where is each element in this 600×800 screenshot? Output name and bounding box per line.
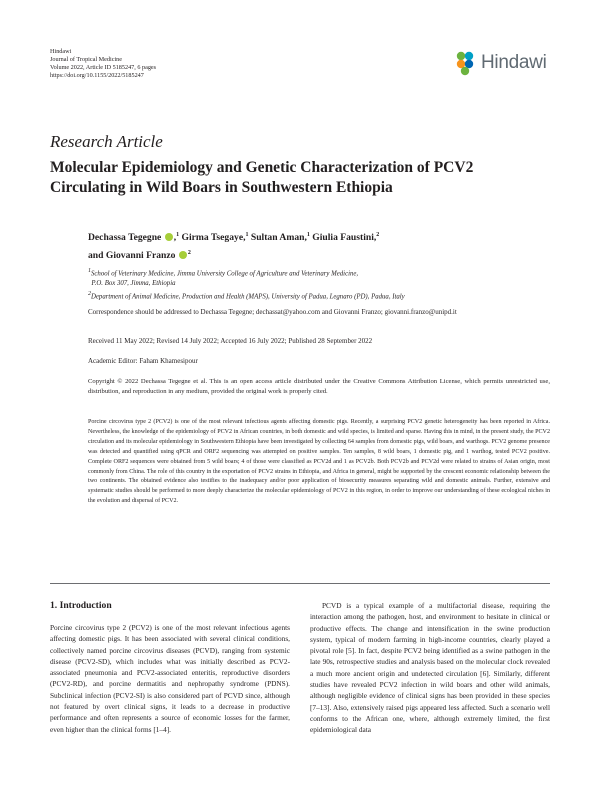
- author-name[interactable]: Girma Tsegaye,: [181, 232, 246, 244]
- section-divider: [50, 583, 550, 584]
- hindawi-mark-icon: [452, 50, 478, 76]
- article-title: Molecular Epidemiology and Genetic Characterization of PCV2 Circulating in Wild Boars in Southwestern Ethiopia: [50, 159, 474, 196]
- intro-right-column: PCVD is a typical example of a multifactorial disease, requiring the interaction among the pathogen, host, and environment to hesitate in clinical or productive effects. The change and intensification in the swine production system, typical of modern farming in high-income countries, clearly played a pivotal role [5]. In fact, despite PCV2 being identified as a swine pathogen in the late 90s, retrospective studies and analysis based on the molecular clock revealed a much more ancient origin and undetected circulation [6]. Similarly, different studies have revealed PCV2 infection in wild boars and other wild animals, although negligible evidence of clinical signs has been provided in these species [7–13]. Also, extensively raised pigs appeared less affected. Such a scenario well conforms to the African one, where, although extremely limited, the first epidemiological data: [310, 601, 550, 735]
- hindawi-logo: [452, 48, 554, 78]
- volume-line: Volume 2022, Article ID 5185247, 6 pages: [50, 64, 157, 71]
- journal-header: [50, 48, 156, 80]
- copyright-notice: Copyright © 2022 Dechassa Tegegne et al. This is an open access article distributed under the Creative Commons Attribution License, which permits unrestricted use, distribution, and reproduction in any medium, provided the original work is properly cited.: [88, 378, 550, 395]
- journal-name: Journal of Tropical Medicine: [50, 56, 123, 63]
- affiliation-1: $^1$School of Veterinary Medicine, Jimma University College of Agriculture and Veterinary Medicine, P.O. Box 307, Jimma, Ethiopia: [88, 268, 359, 288]
- abstract: Porcine circovirus type 2 (PCV2) is one of the most relevant infectious agents affecting domestic pigs. Recently, a surprising PCV2 genetic heterogeneity has been reported in Africa. Nevertheless, the knowledge of the epidemiology of PCV2 in African countries, in both domestic and wild species, is limited and sparse. Having this in mind, in the present study, the PCV2 circulation and its molecular epidemiology in Southwestern Ethiopia have been investigated by collecting 64 samples from domestic pigs, wild boars, and warthogs. PCV2 genome presence was detected and quantified using qPCR and ORF2 sequencing was attempted on positive samples. Ten samples, 8 wild boars, 1 domestic pig, and 1 warthog, tested PCV2 positive. Complete ORF2 sequences were obtained from 5 wild boars; 4 of those were classified as PCV2d and 1 as PCV2b. Both PCV2b and PCV2d were related to strains of Asian origin, most commonly from China. The role of this country in the exportation of PCV2 strains in Ethiopia, and Africa in general, might be supported by the crescent economic relationship between the two continents. The obtained evidence also testifies to the inadequacy and/or poor application of biosecurity measures separating wild and domestic animals. Further, extensive and systematic studies should be performed to more deeply characterize the molecular epidemiology of PCV2 in this region, in order to improve our understanding of these ecological niches in the evolution and dispersal of PCV2.: [88, 419, 550, 505]
- author-name[interactable]: and Giovanni Franzo: [88, 249, 176, 261]
- article-dates: Received 11 May 2022; Revised 14 July 2022; Accepted 16 July 2022; Published 28 September 2022: [88, 337, 373, 345]
- section-heading: 1. Introduction: [50, 600, 112, 611]
- author-name[interactable]: Dechassa Tegegne: [88, 232, 162, 244]
- logo-text: Hindawi: [481, 52, 547, 73]
- author-list: Dechassa Tegegne ,$^1$ Girma Tsegaye,$^1$ Sultan Aman,$^1$ Giulia Faustini,$^2$ and Giovanni Franzo $^2$: [88, 232, 380, 261]
- doi-link[interactable]: https://doi.org/10.1155/2022/5185247: [50, 72, 144, 79]
- affiliation-2: $^2$Department of Animal Medicine, Production and Health (MAPS), University of Padua, Legnaro (PD), Padua, Italy: [88, 291, 405, 301]
- academic-editor: Academic Editor: Faham Khamesipour: [88, 357, 198, 365]
- article-type: Research Article: [50, 132, 163, 151]
- orcid-icon[interactable]: [165, 233, 173, 241]
- correspondence: Correspondence should be addressed to Dechassa Tegegne; dechassat@yahoo.com and Giovanni Franzo; giovanni.franzo@unipd.it: [88, 308, 457, 316]
- orcid-icon[interactable]: [179, 251, 187, 259]
- publisher-name: Hindawi: [50, 48, 72, 55]
- author-name[interactable]: Sultan Aman,: [250, 232, 307, 244]
- author-name[interactable]: Giulia Faustini,: [312, 232, 377, 244]
- intro-left-column: Porcine circovirus type 2 (PCV2) is one of the most relevant infectious agents affecting domestic pigs. It has been associated with several clinical conditions, collectively named porcine circovirus diseases (PCVD), ranging from systemic disease (PCV2-SD), which includes what was initially described as PCV2-associated pneumonia and PCV2-associated enteritis, reproductive disorders (PCV2-RD), and porcine dermatitis and nephropathy syndrome (PDNS). Subclinical infection (PCV2-SI) is also considered part of PCVD since, although not featured by overt clinical signs, it leads to a decrease in productive performance and often represents a source of economic losses for the farmer, even higher than the clinical forms [1–4].: [50, 623, 290, 734]
